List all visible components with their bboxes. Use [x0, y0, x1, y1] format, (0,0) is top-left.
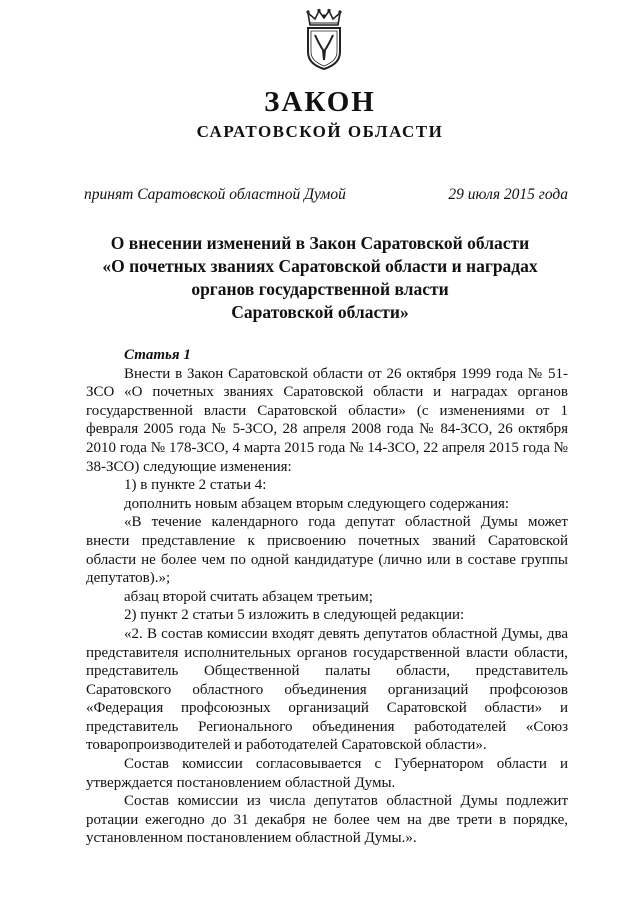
heading-line: Саратовской области» — [231, 302, 409, 322]
heading-line: «О почетных званиях Саратовской области и наградах — [102, 256, 538, 276]
document-title: ЗАКОН — [264, 86, 376, 118]
paragraph: абзац второй считать абзацем третьим; — [124, 588, 373, 605]
law-body — [86, 346, 568, 848]
paragraph: дополнить новым абзацем вторым следующего содержания: — [124, 495, 510, 512]
paragraph: 2) пункт 2 статьи 5 изложить в следующей редакции: — [124, 607, 465, 624]
paragraph: 1) в пункте 2 статьи 4: — [124, 477, 267, 494]
paragraph: Внести в Закон Саратовской области от 26 октября 1999 года № 51-ЗСО «О почетных званиях Саратовской области и наградах органов государственной власти Саратовской области» (с изменениями от 1 февраля 2005 года № 5-ЗСО, 28 апреля 2008 года № 84-ЗСО, 26 октября 2010 года № 178-ЗСО, 4 марта 2015 года № 14-ЗСО, 22 апреля 2015 года № 38-ЗСО) следующие изменения: — [86, 365, 568, 475]
paragraph: Состав комиссии из числа депутатов областной Думы подлежит ротации ежегодно до 31 декабря не более чем на две трети в порядке, установленном постановлением областной Думы.». — [86, 793, 568, 847]
article-label: Статья 1 — [124, 347, 191, 363]
heading-line: О внесении изменений в Закон Саратовской области — [110, 233, 530, 253]
paragraph: «В течение календарного года депутат областной Думы может внести представление к присвоению почетных званий Саратовской области не более чем по одной кандидатуре (лично или в составе группы депутатов).»; — [86, 514, 568, 587]
paragraph: Состав комиссии согласовывается с Губернатором области и утверждается постановлением областной Думы. — [86, 756, 568, 791]
heading-line: органов государственной власти — [191, 279, 449, 299]
adopted-by-text: принят Саратовской областной Думой — [84, 186, 346, 203]
paragraph: «2. В состав комиссии входят девять депутатов областной Думы, два представителя исполнительных органов государственной власти области, представитель Общественной палаты области, представитель Саратовского областного объединения организаций профсоюзов «Федерация профсоюзных организаций Саратовской области» и представитель Регионального объединения работодателей «Союз товаропроизводителей и работодателей Саратовской области». — [86, 625, 568, 754]
coat-of-arms-icon — [302, 8, 346, 70]
law-heading — [70, 232, 570, 324]
adoption-date: 29 июля 2015 года — [448, 186, 568, 203]
document-subtitle: САРАТОВСКОЙ ОБЛАСТИ — [196, 122, 444, 141]
